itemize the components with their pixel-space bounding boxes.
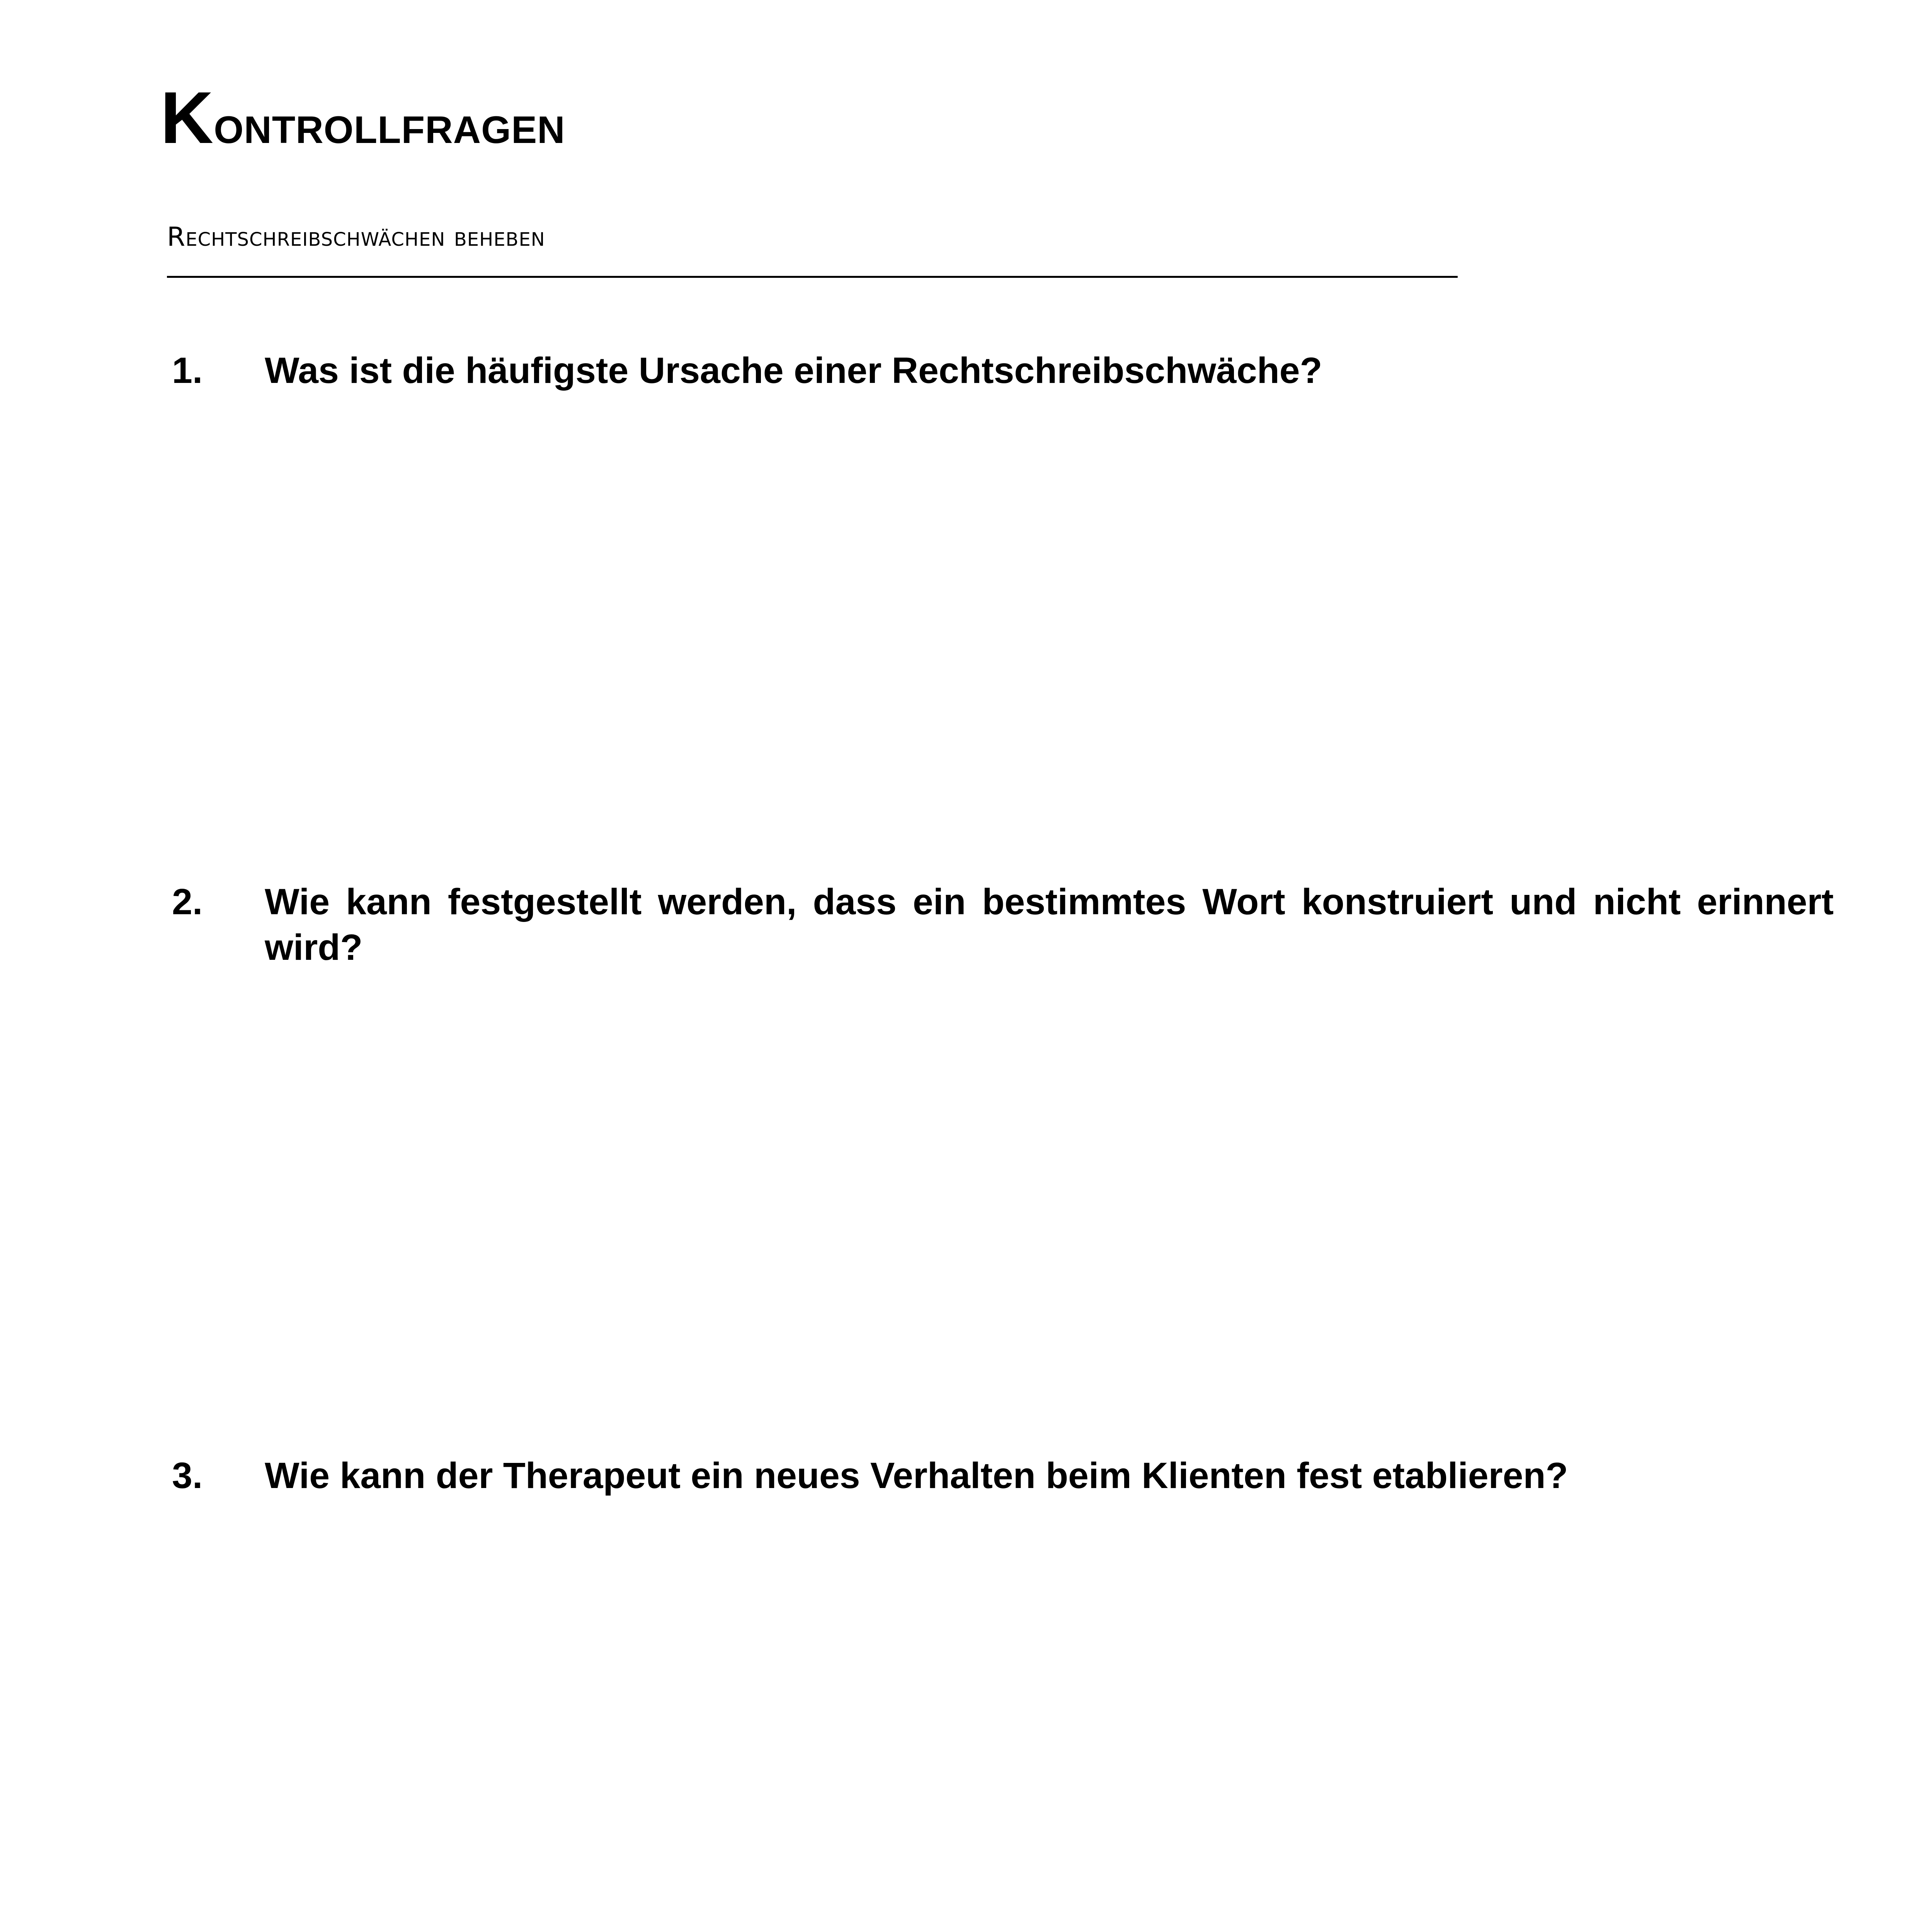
header-divider: [167, 276, 1458, 278]
question-item: [172, 1453, 1834, 1498]
question-number: 3.: [172, 1455, 203, 1496]
section-subtitle: Rechtschreibschwächen beheben: [167, 222, 545, 252]
question-text: Wie kann festgestellt werden, dass ein bestimmtes Wort konstruiert und nicht erinnert wird?: [265, 881, 1834, 968]
question-text: Was ist die häufigste Ursache einer Rechtschreibschwäche?: [265, 350, 1322, 391]
page-title-rest: ontrollfragen: [214, 94, 565, 155]
question-number: 2.: [172, 881, 203, 922]
question-number: 1.: [172, 350, 203, 391]
page-title: [160, 77, 565, 159]
question-item: [172, 879, 1834, 970]
page-title-initial: K: [160, 77, 214, 159]
question-text: Wie kann der Therapeut ein neues Verhalten beim Klienten fest etablieren?: [265, 1455, 1568, 1496]
question-item: [172, 348, 1834, 393]
